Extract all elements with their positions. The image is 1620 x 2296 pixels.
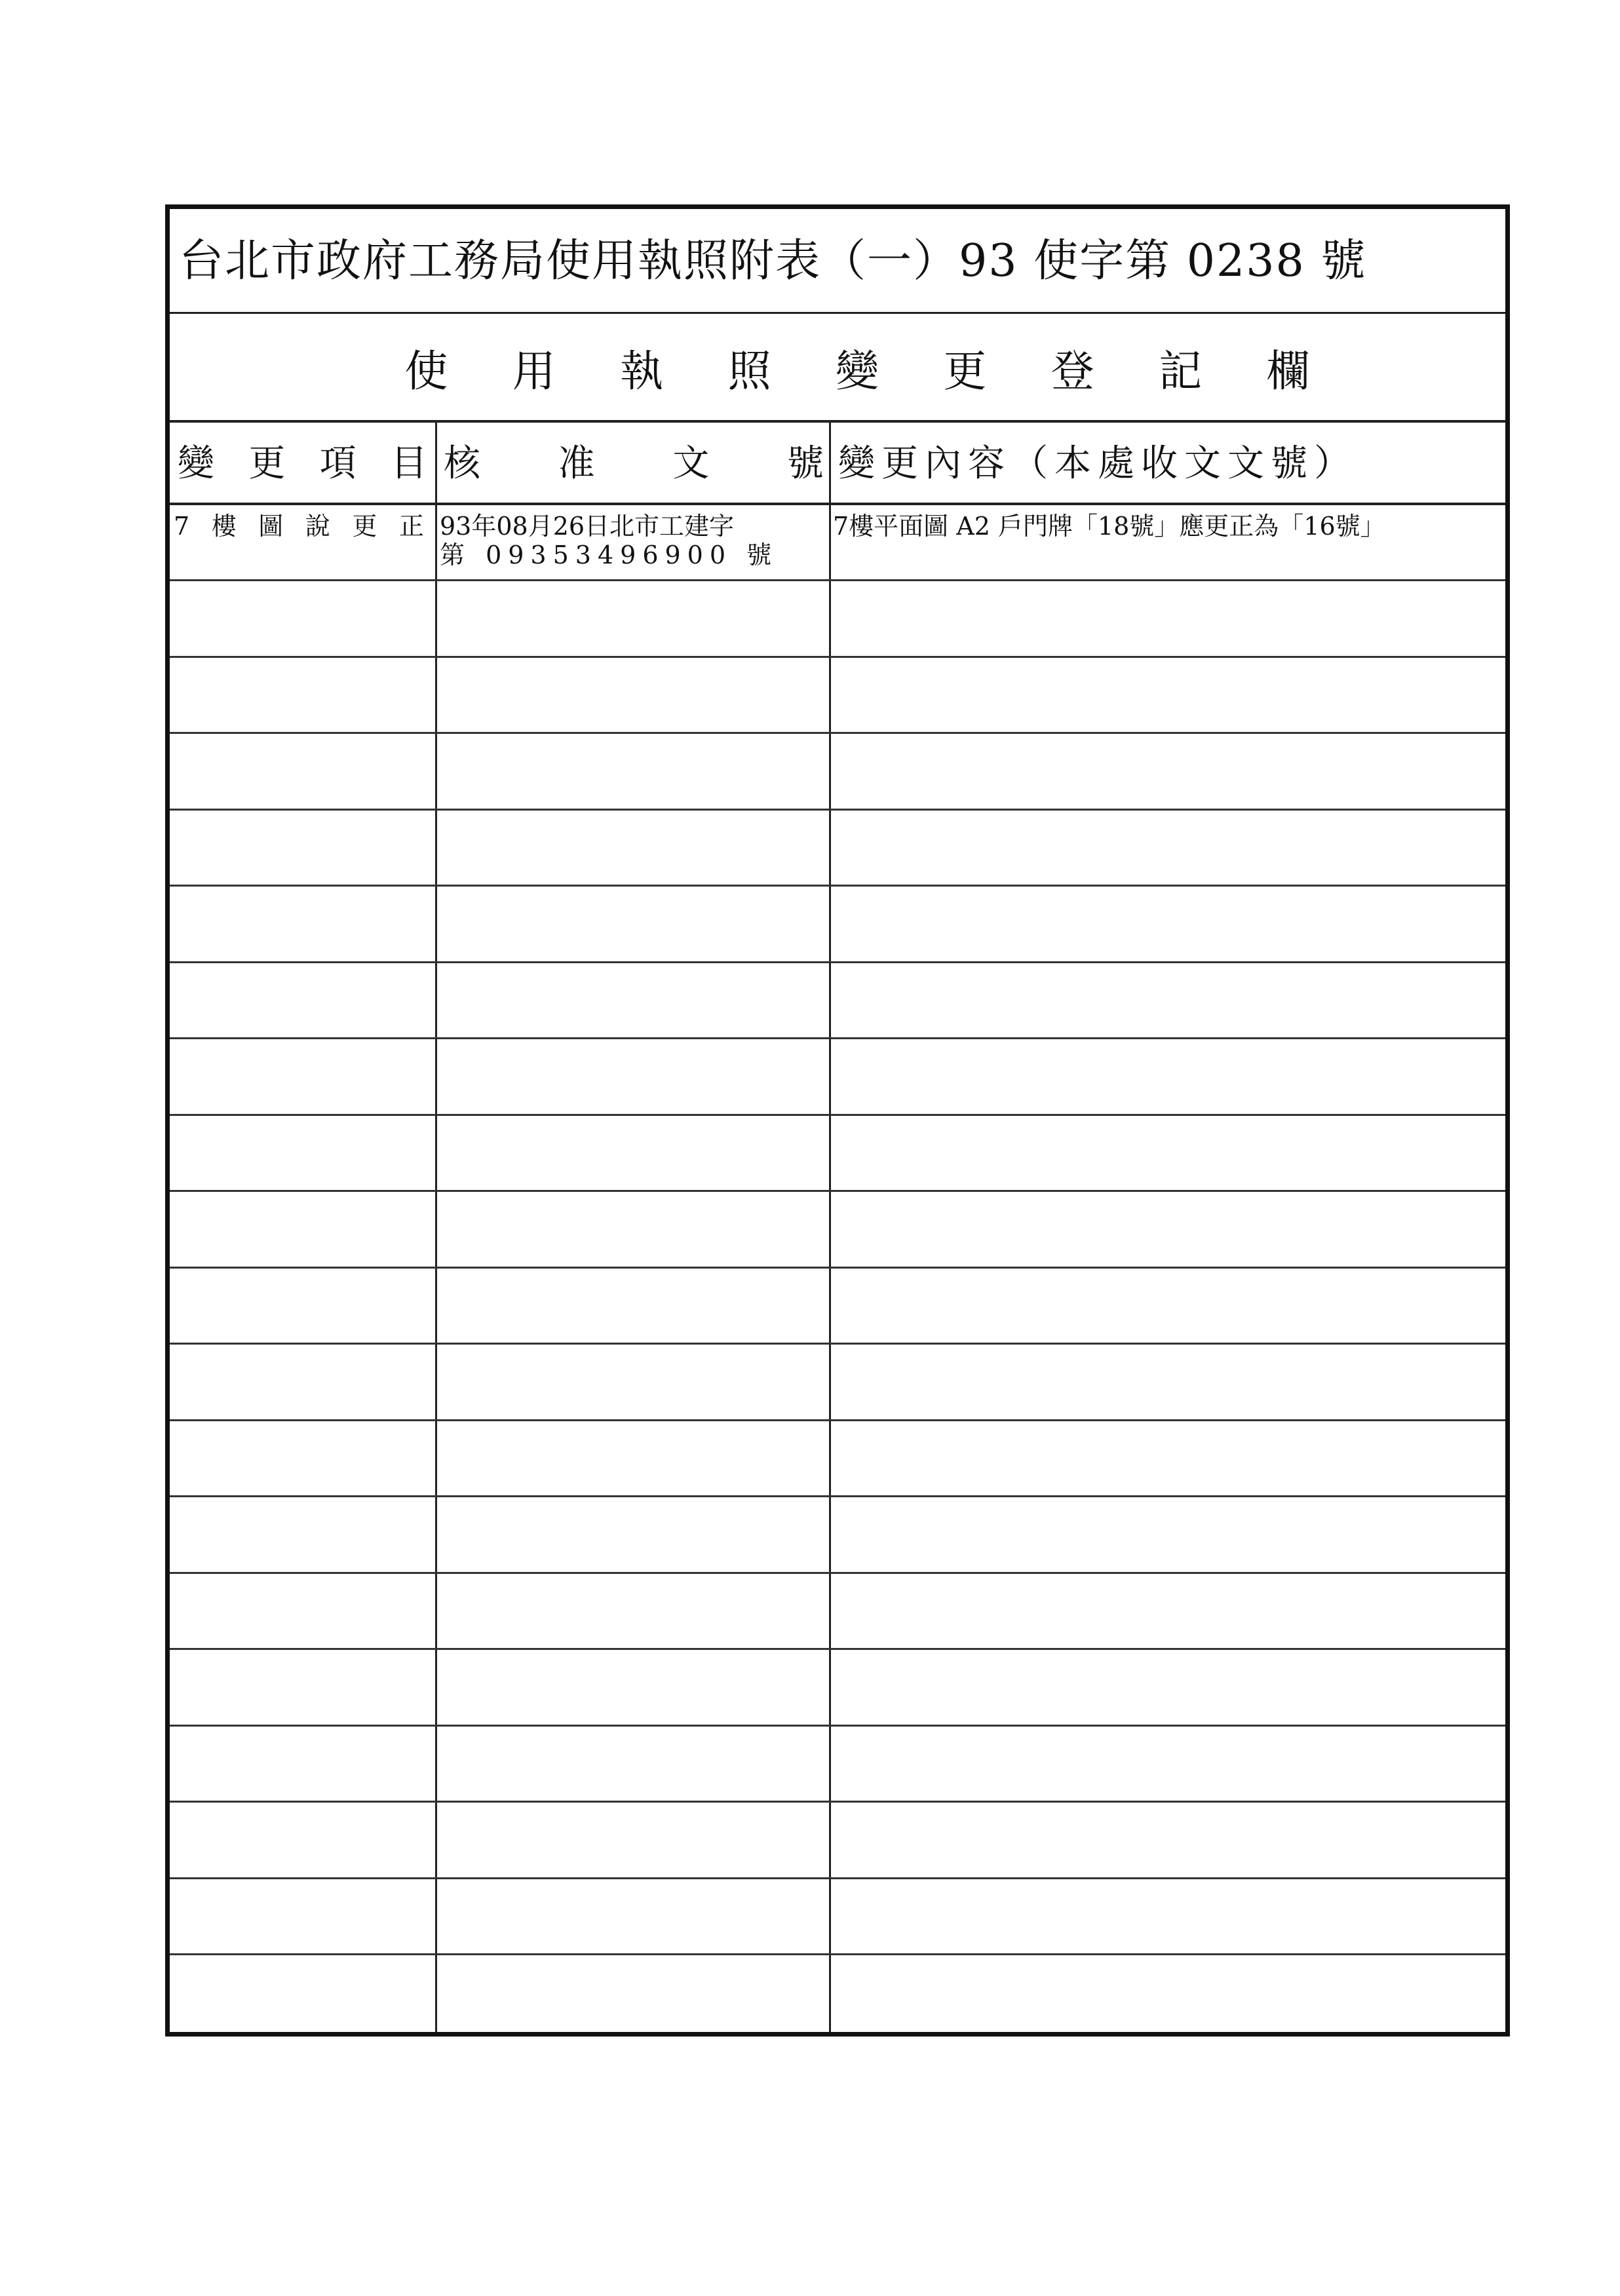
cell-approval	[440, 505, 826, 579]
empty-table-row	[170, 581, 1505, 658]
document-title: 台北市政府工務局使用執照附表（一）93 使字第 0238 號	[170, 209, 1505, 314]
heading-char: 欄	[1266, 345, 1310, 396]
cell-item: 7 樓 圖 說 更 正	[174, 512, 424, 541]
section-heading	[170, 314, 1505, 423]
empty-table-row	[170, 1650, 1505, 1727]
empty-table-row	[170, 1269, 1505, 1345]
heading-char: 變	[835, 345, 879, 396]
empty-table-row	[170, 1955, 1505, 2032]
empty-table-row	[170, 1116, 1505, 1193]
empty-table-row	[170, 1192, 1505, 1269]
heading-char: 記	[1159, 345, 1203, 396]
column-header-approval: 核 准 文 號	[444, 442, 824, 485]
heading-char: 執	[620, 345, 664, 396]
table-header-row	[170, 423, 1505, 505]
heading-char: 更	[943, 345, 987, 396]
empty-table-row	[170, 1421, 1505, 1498]
column-header-item: 變 更 項 目	[178, 442, 427, 485]
empty-table-row	[170, 1727, 1505, 1803]
column-header-content: 變更內容（本處收文文號）	[838, 442, 1357, 485]
heading-char: 照	[727, 345, 771, 396]
empty-table-row	[170, 887, 1505, 963]
table-row	[170, 505, 1505, 581]
table-body	[170, 505, 1505, 2032]
empty-table-row	[170, 1345, 1505, 1421]
approval-line-2: 第 09353496900 號	[440, 541, 779, 569]
empty-table-row	[170, 811, 1505, 887]
heading-char: 登	[1051, 345, 1094, 396]
empty-table-row	[170, 963, 1505, 1040]
heading-char: 用	[512, 345, 556, 396]
empty-table-row	[170, 1497, 1505, 1574]
document-frame	[165, 204, 1510, 2037]
empty-table-row	[170, 734, 1505, 811]
approval-line-1: 93年08月26日北市工建字	[440, 512, 735, 541]
heading-char: 使	[404, 345, 448, 396]
empty-table-row	[170, 1879, 1505, 1956]
empty-table-row	[170, 658, 1505, 735]
cell-content: 7樓平面圖 A2 戶門牌「18號」應更正為「16號」	[833, 512, 1385, 541]
empty-table-row	[170, 1039, 1505, 1116]
empty-table-row	[170, 1803, 1505, 1879]
empty-table-row	[170, 1574, 1505, 1651]
